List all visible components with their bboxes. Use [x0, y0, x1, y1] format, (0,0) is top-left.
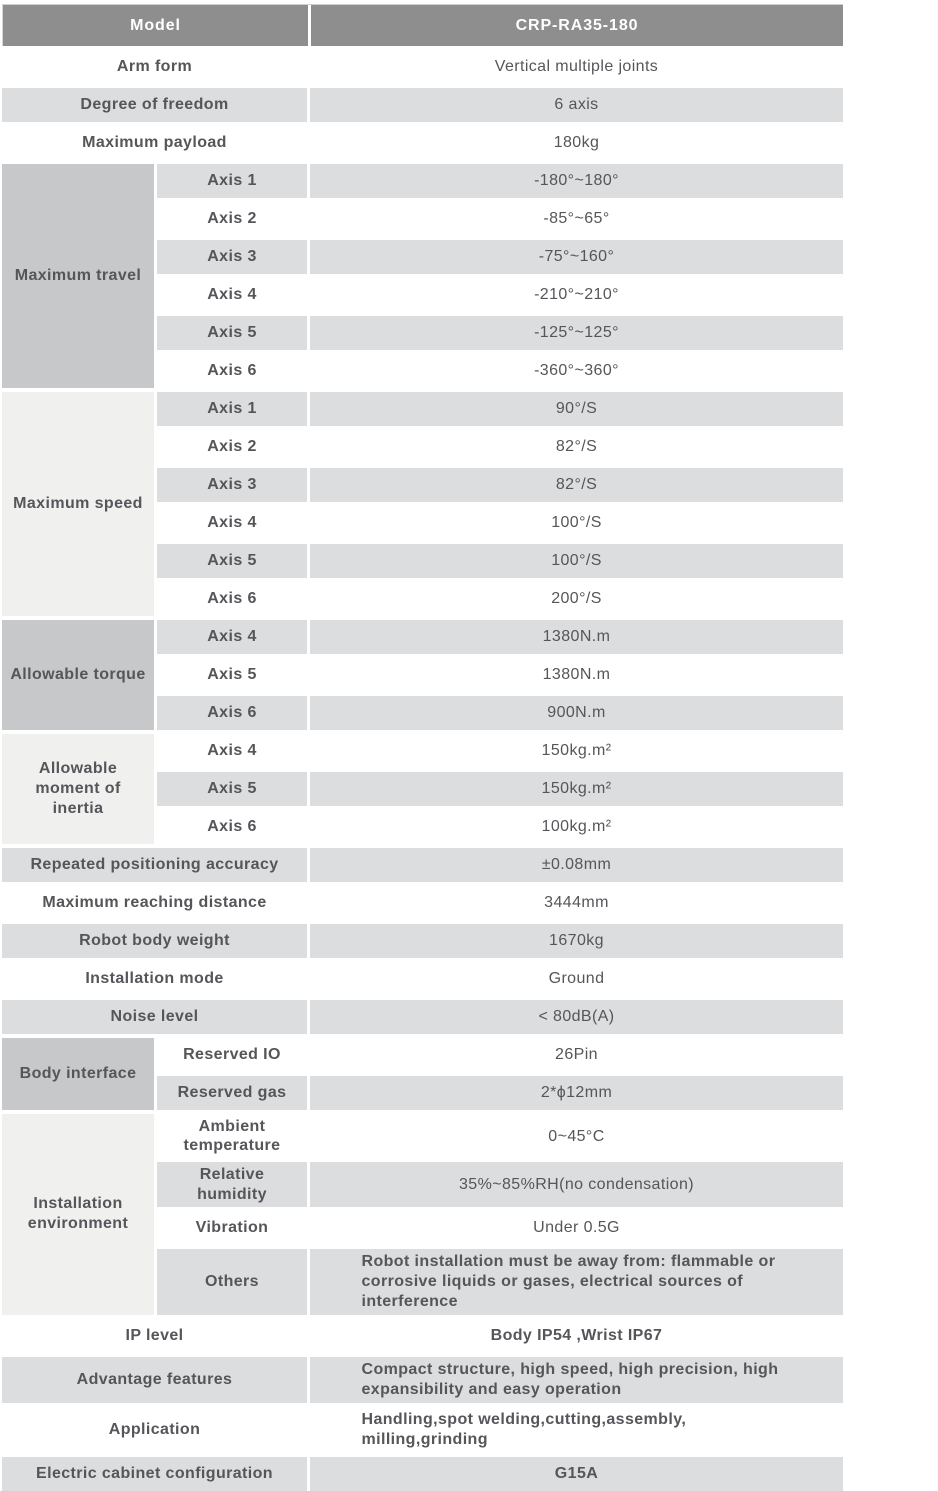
group-label: Installation environment: [2, 1114, 154, 1315]
value-cell: [310, 126, 843, 160]
spec-row: [2, 1319, 843, 1353]
value-cell: [310, 164, 843, 198]
sub-row-label: Axis 1: [157, 392, 307, 426]
value-text: < 80dB(A): [538, 1008, 615, 1026]
value-text: ±0.08mm: [541, 856, 612, 874]
spec-subrow: [157, 1211, 843, 1245]
group-rows: [157, 1038, 843, 1110]
header-model-label: Model: [3, 5, 308, 46]
row-label: Advantage features: [2, 1357, 307, 1403]
value-cell: [310, 240, 843, 274]
value-cell: [310, 658, 843, 692]
value-text: -360°~360°: [534, 362, 619, 380]
group-rows: [157, 164, 843, 388]
group-section: [2, 164, 843, 388]
value-text: 6 axis: [554, 96, 599, 114]
value-cell: [310, 1000, 843, 1034]
spec-subrow: [157, 620, 843, 654]
value-text: 150kg.m²: [541, 780, 612, 798]
spec-row: [2, 50, 843, 84]
sub-row-label: Axis 4: [157, 734, 307, 768]
spec-subrow: [157, 1162, 843, 1206]
value-text: 1670kg: [549, 932, 604, 950]
value-text: 1380N.m: [542, 628, 611, 646]
sub-row-label: Vibration: [157, 1211, 307, 1245]
spec-table-body: [2, 50, 843, 1491]
spec-subrow: [157, 240, 843, 274]
row-label: Installation mode: [2, 962, 307, 996]
group-rows: [157, 734, 843, 844]
value-cell: [310, 1038, 843, 1072]
group-section: [2, 734, 843, 844]
sub-row-label: Axis 1: [157, 164, 307, 198]
value-cell: [310, 316, 843, 350]
spec-subrow: [157, 164, 843, 198]
value-cell: [310, 278, 843, 312]
value-text: Ground: [548, 970, 605, 988]
row-label: Repeated positioning accuracy: [2, 848, 307, 882]
row-label: IP level: [2, 1319, 307, 1353]
value-text: -85°~65°: [543, 210, 610, 228]
value-text: Under 0.5G: [533, 1219, 620, 1237]
spec-subrow: [157, 354, 843, 388]
value-cell: [310, 620, 843, 654]
value-cell: [310, 1319, 843, 1353]
value-text: G15A: [554, 1465, 599, 1483]
value-cell: [310, 88, 843, 122]
value-cell: [310, 1407, 843, 1453]
spec-subrow: [157, 734, 843, 768]
spec-sheet: [2, 4, 843, 1491]
group-rows: [157, 620, 843, 730]
value-text: 90°/S: [555, 400, 598, 418]
value-text: -75°~160°: [538, 248, 615, 266]
value-text: Robot installation must be away from: flammable or corrosive liquids or gases, electrical sources of interference: [361, 1252, 776, 1310]
value-cell: [310, 1457, 843, 1491]
value-text: 35%~85%RH(no condensation): [459, 1175, 694, 1193]
sub-row-label: Axis 2: [157, 202, 307, 236]
value-text: 100kg.m²: [541, 818, 612, 836]
value-cell: [310, 848, 843, 882]
spec-subrow: [157, 278, 843, 312]
value-text: -210°~210°: [534, 286, 619, 304]
spec-subrow: [157, 582, 843, 616]
value-text: Body IP54 ,Wrist IP67: [490, 1327, 663, 1345]
spec-subrow: [157, 544, 843, 578]
spec-subrow: [157, 658, 843, 692]
spec-subrow: [157, 468, 843, 502]
group-rows: [157, 392, 843, 616]
sub-row-label: Axis 5: [157, 544, 307, 578]
value-cell: [310, 696, 843, 730]
sub-row-label: Ambient temperature: [157, 1114, 307, 1158]
value-text: Vertical multiple joints: [494, 58, 659, 76]
row-label: Arm form: [2, 50, 307, 84]
value-cell: [310, 810, 843, 844]
group-label: Allowable moment of inertia: [2, 734, 154, 844]
value-text: 26Pin: [555, 1046, 598, 1064]
sub-row-label: Axis 6: [157, 582, 307, 616]
value-cell: [310, 1076, 843, 1110]
sub-row-label: Axis 3: [157, 240, 307, 274]
sub-row-label: Axis 4: [157, 278, 307, 312]
value-cell: [310, 962, 843, 996]
group-label: Maximum speed: [2, 392, 154, 616]
sub-row-label: Axis 5: [157, 316, 307, 350]
group-rows: [157, 1114, 843, 1315]
spec-subrow: [157, 1249, 843, 1315]
value-text: 3444mm: [544, 894, 609, 912]
spec-row: [2, 924, 843, 958]
sub-row-label: Axis 2: [157, 430, 307, 464]
group-label: Allowable torque: [2, 620, 154, 730]
value-text: 1380N.m: [542, 666, 611, 684]
value-cell: [310, 506, 843, 540]
value-cell: [310, 1162, 843, 1206]
value-cell: [310, 772, 843, 806]
sub-row-label: Axis 4: [157, 506, 307, 540]
sub-row-label: Reserved gas: [157, 1076, 307, 1110]
row-label: Maximum payload: [2, 126, 307, 160]
spec-row: [2, 88, 843, 122]
header-model-value: CRP-RA35-180: [311, 5, 843, 46]
sub-row-label: Reserved IO: [157, 1038, 307, 1072]
value-cell: [310, 1249, 843, 1315]
value-text: Compact structure, high speed, high precision, high expansibility and easy operation: [361, 1360, 779, 1398]
value-text: 100°/S: [551, 514, 602, 532]
value-text: -125°~125°: [534, 324, 619, 342]
spec-subrow: [157, 202, 843, 236]
value-text: 180kg: [553, 134, 600, 152]
spec-row: [2, 1357, 843, 1403]
value-cell: [310, 886, 843, 920]
value-cell: [310, 392, 843, 426]
value-cell: [310, 202, 843, 236]
spec-subrow: [157, 810, 843, 844]
value-cell: [310, 430, 843, 464]
sub-row-label: Axis 4: [157, 620, 307, 654]
row-label: Electric cabinet configuration: [2, 1457, 307, 1491]
sub-row-label: Axis 6: [157, 810, 307, 844]
group-label: Body interface: [2, 1038, 154, 1110]
value-text: 200°/S: [551, 590, 602, 608]
value-cell: [310, 582, 843, 616]
value-cell: [310, 924, 843, 958]
value-text: 82°/S: [555, 438, 598, 456]
spec-subrow: [157, 316, 843, 350]
value-text: -180°~180°: [534, 172, 619, 190]
spec-subrow: [157, 392, 843, 426]
value-text: 2*ϕ12mm: [540, 1084, 613, 1102]
value-cell: [310, 1114, 843, 1158]
spec-subrow: [157, 696, 843, 730]
group-section: [2, 1114, 843, 1315]
value-cell: [310, 1211, 843, 1245]
value-cell: [310, 1357, 843, 1403]
spec-subrow: [157, 506, 843, 540]
sub-row-label: Axis 5: [157, 772, 307, 806]
value-cell: [310, 50, 843, 84]
spec-row: [2, 126, 843, 160]
row-label: Robot body weight: [2, 924, 307, 958]
spec-subrow: [157, 1114, 843, 1158]
value-text: 150kg.m²: [541, 742, 612, 760]
sub-row-label: Axis 6: [157, 354, 307, 388]
spec-row: [2, 962, 843, 996]
group-section: [2, 1038, 843, 1110]
value-text: 82°/S: [555, 476, 598, 494]
spec-row: [2, 1457, 843, 1491]
row-label: Degree of freedom: [2, 88, 307, 122]
sub-row-label: Axis 3: [157, 468, 307, 502]
spec-subrow: [157, 1038, 843, 1072]
spec-row: [2, 886, 843, 920]
group-label: Maximum travel: [2, 164, 154, 388]
sub-row-label: Axis 6: [157, 696, 307, 730]
value-text: Handling,spot welding,cutting,assembly, milling,grinding: [361, 1410, 687, 1448]
group-section: [2, 620, 843, 730]
row-label: Noise level: [2, 1000, 307, 1034]
table-header-row: [2, 4, 843, 46]
sub-row-label: Axis 5: [157, 658, 307, 692]
value-cell: [310, 544, 843, 578]
group-section: [2, 392, 843, 616]
spec-row: [2, 848, 843, 882]
sub-row-label: Relative humidity: [157, 1162, 307, 1206]
row-label: Maximum reaching distance: [2, 886, 307, 920]
spec-subrow: [157, 772, 843, 806]
spec-row: [2, 1000, 843, 1034]
value-cell: [310, 734, 843, 768]
value-cell: [310, 354, 843, 388]
spec-row: [2, 1407, 843, 1453]
value-cell: [310, 468, 843, 502]
value-text: 0~45°C: [548, 1127, 605, 1145]
row-label: Application: [2, 1407, 307, 1453]
spec-subrow: [157, 1076, 843, 1110]
value-text: 100°/S: [551, 552, 602, 570]
sub-row-label: Others: [157, 1249, 307, 1315]
spec-subrow: [157, 430, 843, 464]
value-text: 900N.m: [547, 704, 606, 722]
